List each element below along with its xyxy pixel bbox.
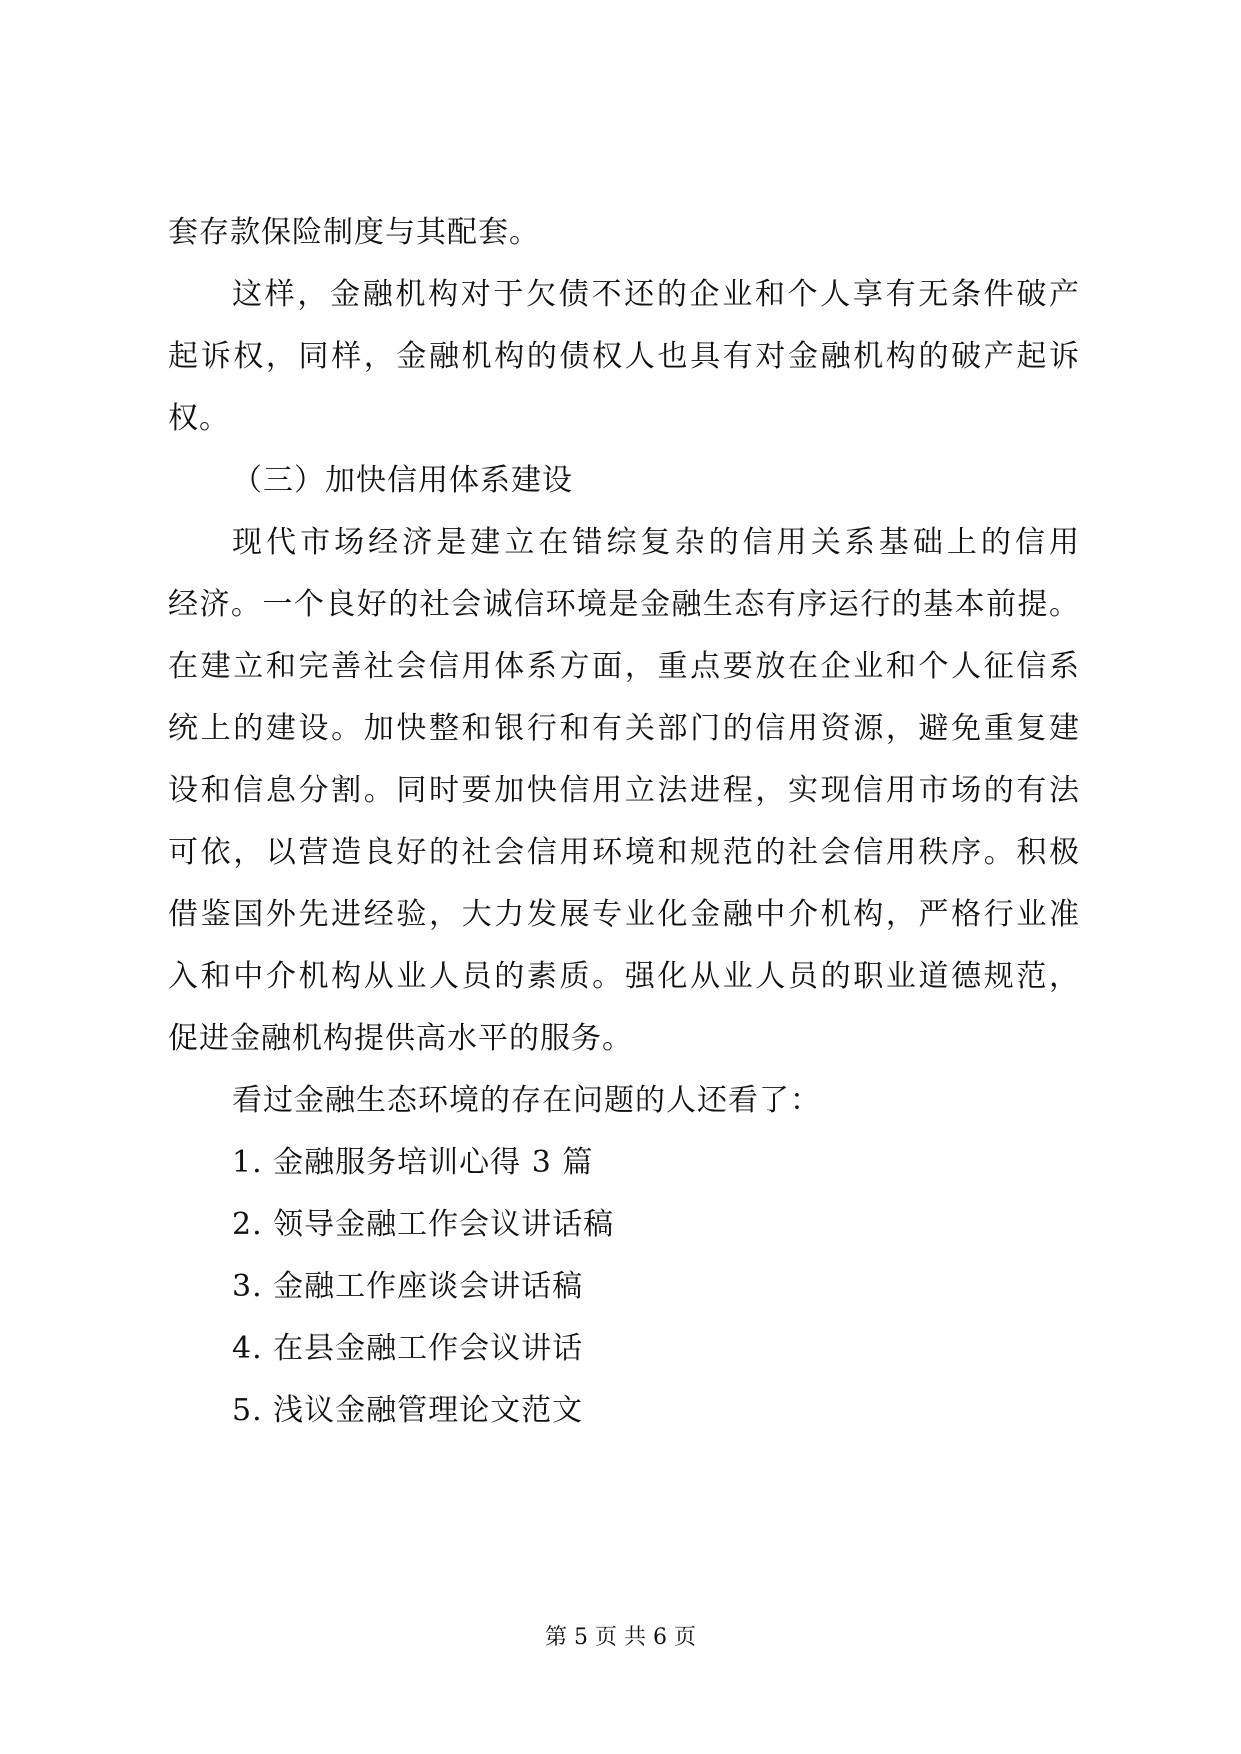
paragraph-line: 现代市场经济是建立在错综复杂的信用关系基础上的信用 [232,525,1080,560]
paragraph-line: 起诉权，同样，金融机构的债权人也具有对金融机构的破产起诉 [168,339,1080,374]
paragraph-line: 统上的建设。加快整和银行和有关部门的信用资源，避免重复建 [168,711,1080,746]
paragraph-line: 权。 [168,401,230,436]
paragraph-line: 经济。一个良好的社会诚信环境是金融生态有序运行的基本前提。 [168,587,1080,622]
paragraph-line: 入和中介机构从业人员的素质。强化从业人员的职业道德规范， [168,959,1080,994]
document-body [168,202,1080,1442]
paragraph-line: 可依，以营造良好的社会信用环境和规范的社会信用秩序。积极 [168,835,1080,870]
related-item[interactable]: 5. 浅议金融管理论文范文 [232,1393,584,1428]
related-item[interactable]: 3. 金融工作座谈会讲话稿 [232,1269,584,1304]
related-item[interactable]: 1. 金融服务培训心得 3 篇 [232,1145,594,1180]
section-heading: （三）加快信用体系建设 [232,463,573,498]
related-item[interactable]: 2. 领导金融工作会议讲话稿 [232,1207,615,1242]
paragraph-line: 套存款保险制度与其配套。 [168,215,540,250]
paragraph-line: 设和信息分割。同时要加快信用立法进程，实现信用市场的有法 [168,773,1080,808]
related-item[interactable]: 4. 在县金融工作会议讲话 [232,1331,584,1366]
paragraph-line: 这样，金融机构对于欠债不还的企业和个人享有无条件破产 [232,277,1080,312]
paragraph-line: 借鉴国外先进经验，大力发展专业化金融中介机构，严格行业准 [168,897,1080,932]
paragraph-line: 在建立和完善社会信用体系方面，重点要放在企业和个人征信系 [168,649,1080,684]
related-title: 看过金融生态环境的存在问题的人还看了： [232,1083,821,1118]
page-number-footer: 第 5 页 共 6 页 [545,1625,696,1650]
paragraph-line: 促进金融机构提供高水平的服务。 [168,1021,633,1056]
